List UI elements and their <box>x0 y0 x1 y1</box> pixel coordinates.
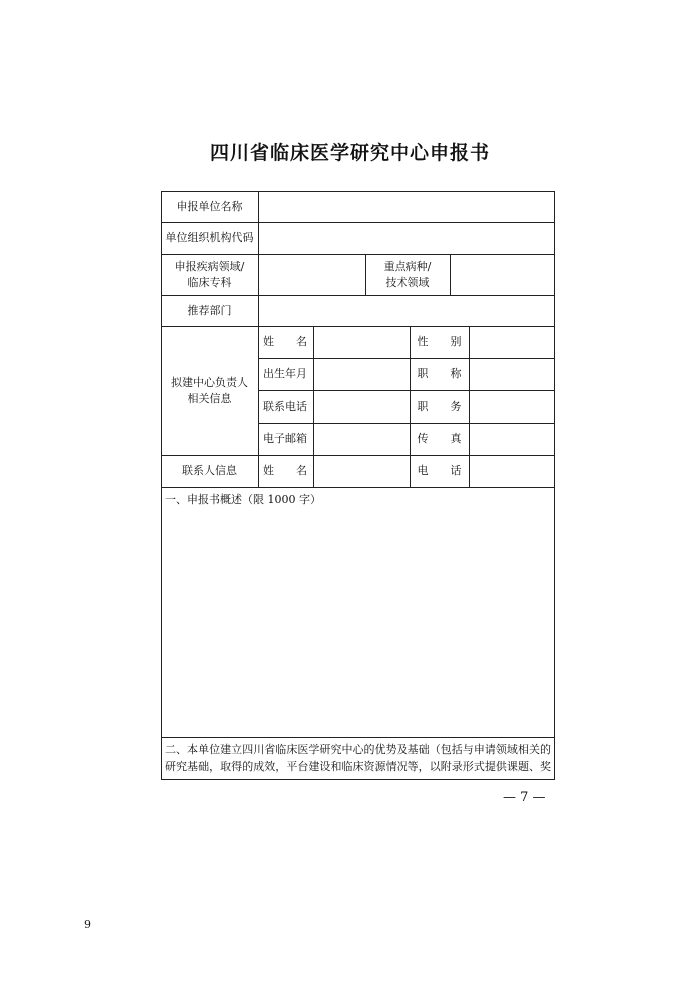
applicant-unit-label: 申报单位名称 <box>176 199 243 213</box>
disease-field-label-line1: 申报疾病领域/ <box>174 259 245 273</box>
director-email-label: 电子邮箱 <box>263 432 307 445</box>
disease-field-label <box>161 254 258 295</box>
recommend-dept-label: 推荐部门 <box>187 303 232 317</box>
director-position-field[interactable] <box>470 391 554 423</box>
application-form-table <box>161 191 555 780</box>
section-1-text-area[interactable] <box>162 509 554 737</box>
director-info-label-line1: 拟建中心负责人 <box>171 375 248 389</box>
contact-name-field[interactable] <box>314 456 410 487</box>
contact-phone-label: 电 话 <box>417 464 462 477</box>
director-name-field[interactable] <box>314 327 410 358</box>
director-phone-label: 联系电话 <box>263 399 307 413</box>
director-birth-label: 出生年月 <box>263 367 307 380</box>
director-info-label-line2: 相关信息 <box>187 391 232 405</box>
section-2-line-2: 研究基础，取得的成效，平台建设和临床资源情况等，以附录形式提供课题、奖 <box>165 760 551 773</box>
director-phone-field[interactable] <box>314 391 410 423</box>
applicant-unit-field[interactable] <box>259 192 554 222</box>
section-1-heading: 一、申报书概述（限 1000 字） <box>165 493 321 506</box>
contact-name-label: 姓 名 <box>263 464 307 477</box>
contact-phone-field[interactable] <box>470 456 554 487</box>
table-border-right <box>554 191 555 780</box>
director-name-label: 姓 名 <box>263 335 307 348</box>
key-disease-label-line1: 重点病种/ <box>383 259 432 273</box>
recommend-dept-field[interactable] <box>259 296 554 326</box>
director-fax-field[interactable] <box>470 424 554 455</box>
disease-field-field[interactable] <box>259 255 365 295</box>
director-fax-label: 传 真 <box>417 432 462 445</box>
row-divider <box>161 737 555 738</box>
key-disease-label <box>365 254 450 295</box>
contact-info-label: 联系人信息 <box>182 464 237 477</box>
director-title-field[interactable] <box>470 359 554 390</box>
director-position-label: 职 务 <box>417 399 462 413</box>
table-border-bottom <box>161 779 555 780</box>
section-2-line-1: 二、本单位建立四川省临床医学研究中心的优势及基础（包括与申请领域相关的 <box>165 743 551 756</box>
director-email-field[interactable] <box>314 424 410 455</box>
director-info-label <box>161 326 258 455</box>
disease-field-label-line2: 临床专科 <box>187 275 232 289</box>
key-disease-label-line2: 技术领域 <box>385 275 430 289</box>
page-number: — 7 — <box>503 790 546 805</box>
director-gender-label: 性 别 <box>417 335 462 348</box>
sheet-number: 9 <box>84 918 91 931</box>
org-code-label: 单位组织机构代码 <box>165 231 254 244</box>
section-2-heading <box>165 741 551 775</box>
director-title-label: 职 称 <box>417 367 462 380</box>
key-disease-field[interactable] <box>451 255 554 295</box>
director-birth-field[interactable] <box>314 359 410 390</box>
document-title: 四川省临床医学研究中心申报书 <box>209 142 490 164</box>
row-divider <box>161 487 555 488</box>
org-code-field[interactable] <box>259 223 554 254</box>
director-gender-field[interactable] <box>470 327 554 358</box>
